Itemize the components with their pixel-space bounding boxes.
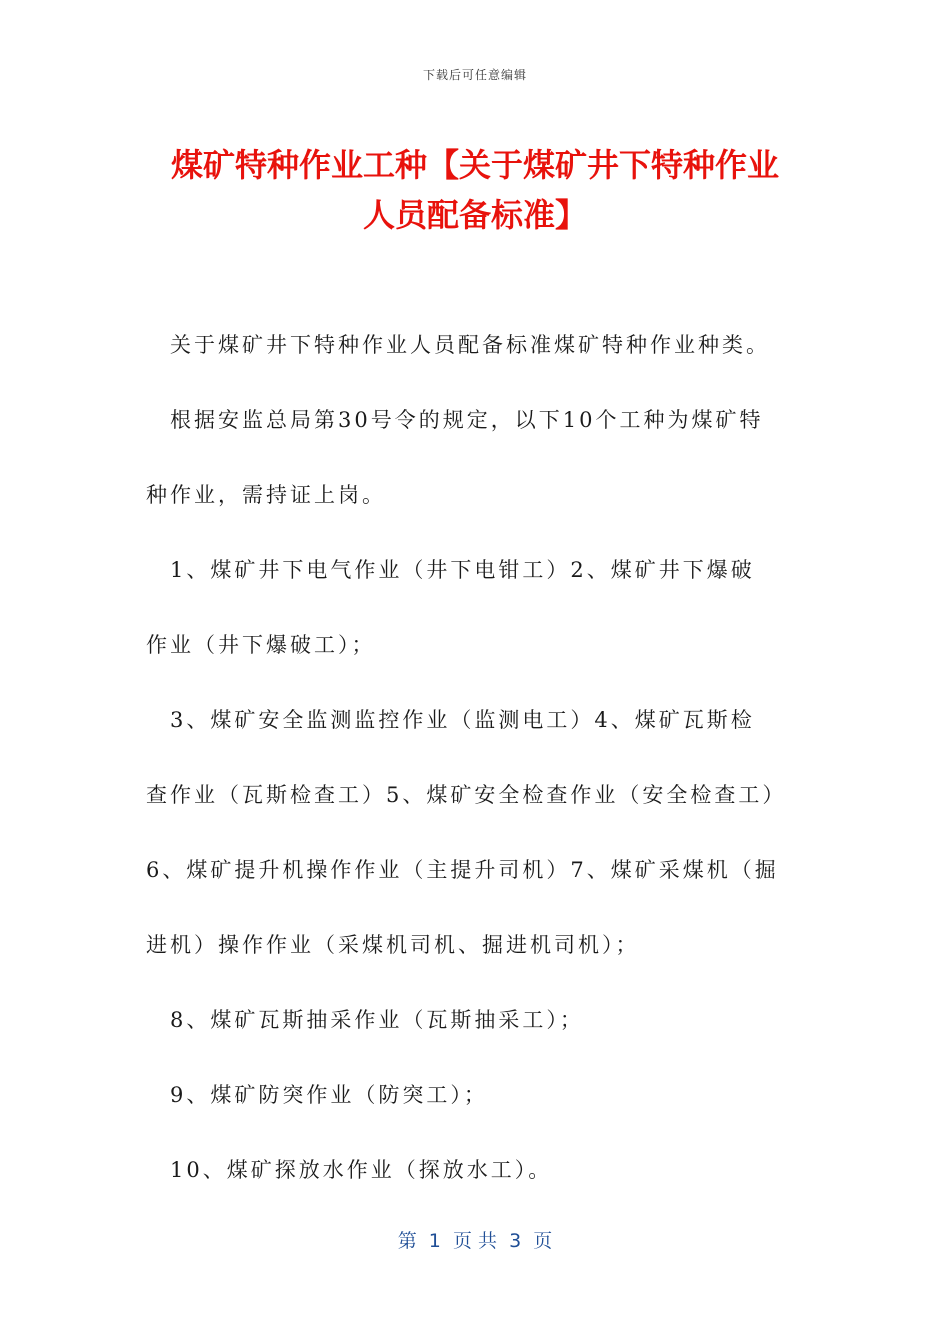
page-number: 第 1 页 共 3 页 xyxy=(397,1230,553,1252)
text-line-6: 3、煤矿安全监测监控作业（监测电工）4、煤矿瓦斯检 xyxy=(146,708,755,732)
document-title xyxy=(140,140,810,240)
text-line-2: 根据安监总局第30号令的规定，以下10个工种为煤矿特 xyxy=(146,408,764,432)
text-line-9: 进机）操作作业（采煤机司机、掘进机司机）； xyxy=(146,933,640,957)
text-line-4: 1、煤矿井下电气作业（井下电钳工）2、煤矿井下爆破 xyxy=(146,558,755,582)
text-line-8: 6、煤矿提升机操作作业（主提升司机）7、煤矿采煤机（掘 xyxy=(146,858,779,882)
text-line-11: 9、煤矿防突作业（防突工）； xyxy=(146,1083,488,1107)
title-line-1: 煤矿特种作业工种【关于煤矿井下特种作业 xyxy=(170,146,779,184)
text-line-1: 关于煤矿井下特种作业人员配备标准煤矿特种作业种类。 xyxy=(146,333,770,357)
title-line-2: 人员配备标准】 xyxy=(362,196,587,234)
text-line-3: 种作业，需持证上岗。 xyxy=(146,483,386,507)
text-line-12: 10、煤矿探放水作业（探放水工）。 xyxy=(146,1158,553,1182)
text-line-5: 作业（井下爆破工）； xyxy=(146,633,376,657)
text-line-10: 8、煤矿瓦斯抽采作业（瓦斯抽采工）； xyxy=(146,1008,584,1032)
text-line-7: 查作业（瓦斯检查工）5、煤矿安全检查作业（安全检查工） xyxy=(146,783,787,807)
header-note: 下载后可任意编辑 xyxy=(422,68,527,82)
